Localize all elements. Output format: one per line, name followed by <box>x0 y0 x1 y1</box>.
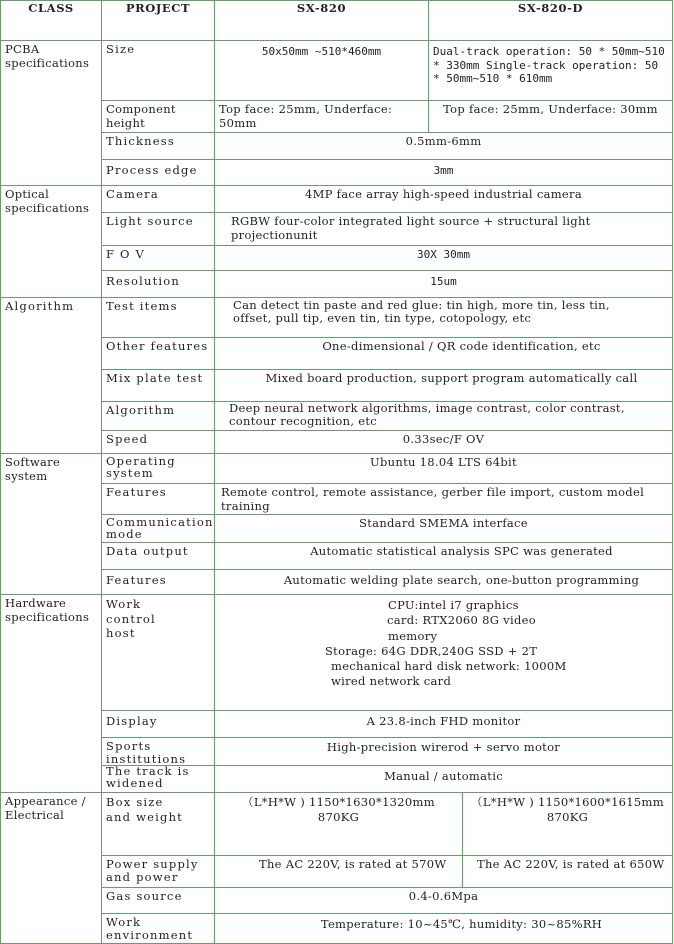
label-process-edge: Process edge <box>101 159 215 186</box>
value-camera: 4MP face array high-speed industrial camera <box>214 185 673 213</box>
value-box-size-weight-b <box>462 792 673 856</box>
class-optical: Optical specifications <box>0 185 102 298</box>
value-algorithm: Deep neural network algorithms, image contrast, color contrast, contour recognition, etc <box>214 401 673 431</box>
label-speed: Speed <box>101 430 215 454</box>
label-camera: Camera <box>101 185 215 213</box>
label-track-widened: The track is widened <box>101 765 215 793</box>
label-light-source: Light source <box>101 212 215 246</box>
label-communication-mode: Communication mode <box>101 514 215 543</box>
value-features-2: Automatic welding plate search, one-button programming <box>214 569 673 595</box>
value-light-source: RGBW four-color integrated light source + structural light projectionunit <box>214 212 673 246</box>
value-thickness: 0.5mm-6mm <box>214 132 673 160</box>
label-test-items: Test items <box>101 297 215 338</box>
label-sports-institutions: Sports institutions <box>101 737 215 766</box>
class-hardware: Hardware specifications <box>0 594 102 793</box>
host-line: CPU:intel i7 graphics <box>388 598 519 612</box>
value-mix-plate-test: Mixed board production, support program automatically call <box>214 369 673 402</box>
value-operating-system: Ubuntu 18.04 LTS 64bit <box>214 453 673 484</box>
label-operating-system: Operating system <box>101 453 215 484</box>
header-class: CLASS <box>0 0 102 41</box>
label-features-2: Features <box>101 569 215 595</box>
class-appearance: Appearance / Electrical <box>0 792 102 944</box>
value-power-supply-a: The AC 220V, is rated at 570W <box>214 855 463 888</box>
value-fov: 30X 30mm <box>214 245 673 271</box>
value-size-a: 50x50mm ~510*460mm <box>214 40 429 101</box>
class-software: Software system <box>0 453 102 595</box>
value-box-size-weight-a <box>214 792 463 856</box>
value-data-output: Automatic statistical analysis SPC was generated <box>214 542 673 570</box>
value-speed: 0.33sec/F OV <box>214 430 673 454</box>
value-test-items: Can detect tin paste and red glue: tin high, more tin, less tin, offset, pull tip, even tin, tin type, cotopology, etc <box>214 297 673 338</box>
value-size-b: Dual-track operation: 50 * 50mm~510 * 330mm Single-track operation: 50 * 50mm~510 * 610mm <box>428 40 673 101</box>
header-model-a: SX-820 <box>214 0 429 41</box>
value-gas-source: 0.4-0.6Mpa <box>214 887 673 914</box>
label-resolution: Resolution <box>101 270 215 298</box>
label-mix-plate-test: Mix plate test <box>101 369 215 402</box>
label-algorithm: Algorithm <box>101 401 215 431</box>
label-work-control-host: Work control host <box>101 594 215 711</box>
value-work-control-host <box>214 594 673 711</box>
box-b-weight: 870KG <box>546 810 589 824</box>
label-box-size-weight: Box size and weight <box>101 792 215 856</box>
value-work-environment: Temperature: 10~45℃, humidity: 30~85%RH <box>214 913 673 944</box>
header-model-b: SX-820-D <box>428 0 673 41</box>
label-power-supply: Power supply and power <box>101 855 215 888</box>
box-a-dimensions: （L*H*W ) 1150*1630*1320mm <box>242 795 435 809</box>
value-power-supply-b: The AC 220V, is rated at 650W <box>462 855 673 888</box>
host-line: wired network card <box>331 674 452 689</box>
label-size: Size <box>101 40 215 101</box>
class-pcba: PCBA specifications <box>0 40 102 186</box>
label-work-environment: Work environment <box>101 913 215 944</box>
host-line: card: RTX2060 8G video <box>387 613 536 628</box>
value-sports-institutions: High-precision wirerod + servo motor <box>214 737 673 766</box>
label-gas-source: Gas source <box>101 887 215 914</box>
label-data-output: Data output <box>101 542 215 570</box>
value-other-features: One-dimensional / QR code identification, etc <box>214 337 673 370</box>
label-other-features: Other features <box>101 337 215 370</box>
header-project: PROJECT <box>101 0 215 41</box>
label-fov: F O V <box>101 245 215 271</box>
value-features: Remote control, remote assistance, gerber file import, custom model training <box>214 483 673 515</box>
class-algorithm: Algorithm <box>0 297 102 454</box>
value-display: A 23.8-inch FHD monitor <box>214 710 673 738</box>
host-line: Storage: 64G DDR,240G SSD + 2T <box>325 643 538 658</box>
label-thickness: Thickness <box>101 132 215 160</box>
value-communication-mode: Standard SMEMA interface <box>214 514 673 543</box>
label-features: Features <box>101 483 215 515</box>
value-component-height-b: Top face: 25mm, Underface: 30mm <box>428 100 673 133</box>
label-display: Display <box>101 710 215 738</box>
value-component-height-a: Top face: 25mm, Underface: 50mm <box>214 100 429 133</box>
box-b-dimensions: （L*H*W ) 1150*1600*1615mm <box>471 795 664 809</box>
box-a-weight: 870KG <box>317 810 360 824</box>
host-line: memory <box>388 628 438 643</box>
label-component-height: Component height <box>101 100 215 133</box>
value-resolution: 15um <box>214 270 673 298</box>
host-line: mechanical hard disk network: 1000M <box>331 659 567 674</box>
value-process-edge: 3mm <box>214 159 673 186</box>
value-track-widened: Manual / automatic <box>214 765 673 793</box>
